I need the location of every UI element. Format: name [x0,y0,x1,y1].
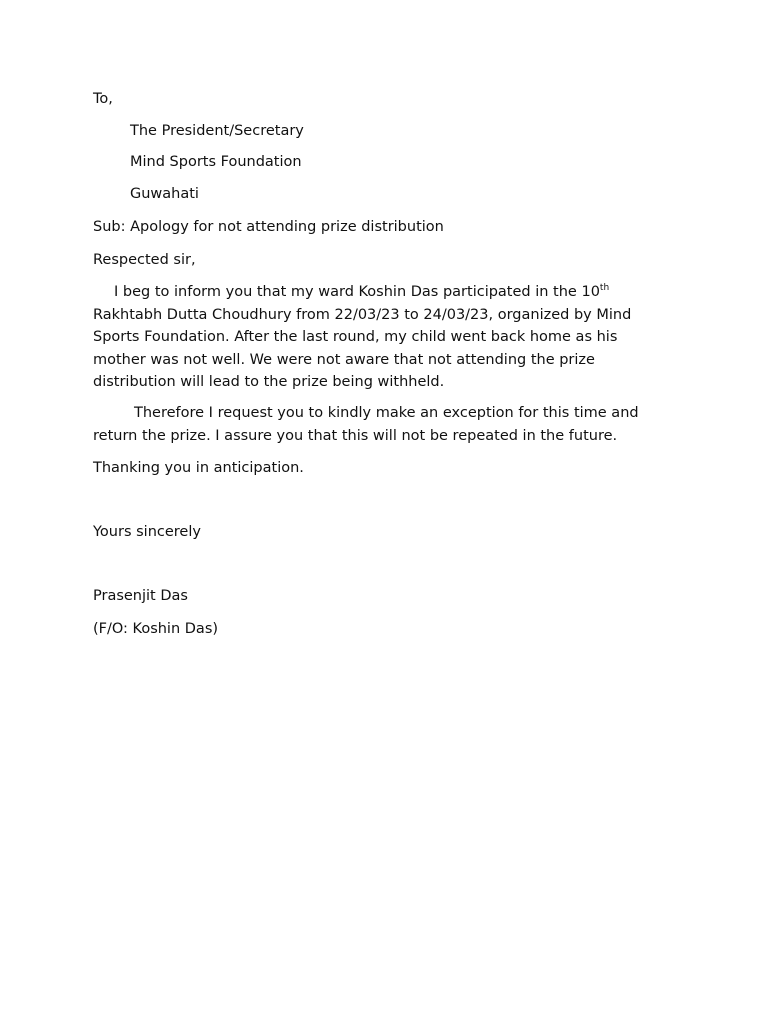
body1-line-4: mother was not well. We were not aware that not attending the prize [93,351,595,368]
body1-line-5: distribution will lead to the prize being withheld. [93,374,445,390]
to-line: To, [93,91,113,107]
greeting: Respected sir, [93,252,196,268]
body1-line-3: Sports Foundation. After the last round, my child went back home as his [93,329,618,345]
recipient-title: The President/Secretary [130,123,304,139]
body1-line-1 [93,281,653,304]
recipient-organization: Mind Sports Foundation [130,154,302,170]
signer-relation: (F/O: Koshin Das) [93,621,219,637]
body1-line-1-text: I beg to inform you that my ward Koshin Das participated in the 10 [114,284,600,300]
body1-line-2: Rakhtabh Dutta Choudhury from 22/03/23 to 24/03/23, organized by Mind [93,306,632,323]
thanks-line: Thanking you in anticipation. [93,460,304,476]
ordinal-superscript: th [599,283,610,294]
body2-line-1: Therefore I request you to kindly make an exception for this time and [134,405,639,421]
body-paragraph-2 [93,402,653,447]
subject-line: Sub: Apology for not attending prize distribution [93,219,444,235]
body2-line-2: return the prize. I assure you that this will not be repeated in the future. [93,427,618,444]
signer-name: Prasenjit Das [93,588,188,604]
body-paragraph-1 [93,281,653,394]
recipient-city: Guwahati [130,186,199,202]
closing-line: Yours sincerely [93,524,201,540]
